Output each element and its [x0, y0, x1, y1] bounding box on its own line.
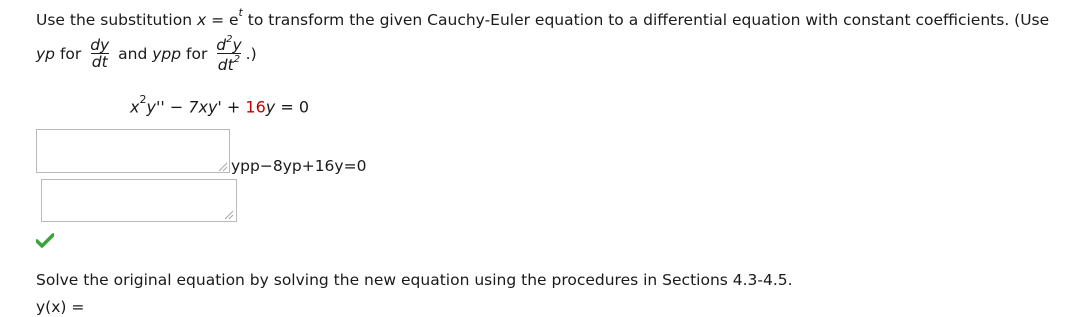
exponent: 2 — [233, 54, 241, 66]
problem-statement-line1 — [36, 6, 1050, 30]
resize-handle-icon[interactable] — [218, 162, 228, 172]
resize-handle-icon[interactable] — [224, 210, 234, 220]
text: = e — [206, 11, 239, 30]
answer-textarea-2[interactable] — [41, 179, 237, 222]
ypp-label: ypp — [152, 44, 182, 63]
exponent-t: t — [238, 6, 243, 19]
text: d — [216, 36, 227, 55]
text: for — [181, 44, 213, 63]
text: = 0 — [275, 97, 309, 117]
text: and — [113, 44, 153, 63]
text: − — [164, 97, 189, 117]
coefficient-16: 16 — [245, 97, 266, 117]
answer-textarea-1[interactable] — [36, 129, 230, 173]
fraction-numerator: dy — [90, 36, 110, 55]
text: .) — [245, 44, 257, 63]
text: dt — [217, 56, 234, 75]
text: + — [221, 97, 246, 117]
fraction-d2y-dt2 — [215, 34, 242, 73]
text: y — [265, 97, 276, 117]
exponent: 2 — [226, 34, 233, 45]
cauchy-euler-equation — [130, 93, 309, 117]
text: 7xy' — [188, 97, 222, 117]
yp-label: yp — [36, 44, 56, 63]
fraction-denominator — [217, 53, 241, 73]
fraction-numerator — [215, 34, 242, 53]
text: y'' — [146, 97, 165, 117]
solution-label: y(x) = — [36, 298, 85, 316]
checkmark-icon — [36, 233, 54, 252]
fraction-denominator: dt — [91, 53, 108, 72]
text: for — [55, 44, 87, 63]
var-x: x — [196, 11, 207, 30]
fraction-dy-dt — [89, 37, 110, 70]
text: x — [130, 97, 140, 117]
submitted-answer: ypp−8yp+16y=0 — [231, 157, 367, 175]
text: Use the substitution — [36, 11, 197, 30]
problem-statement-line2 — [36, 34, 257, 73]
exponent: 2 — [139, 93, 147, 106]
instruction-text: Solve the original equation by solving the new equation using the procedures in Sections 4.3-4.5. — [36, 271, 793, 289]
text: y — [232, 36, 242, 55]
text: to transform the given Cauchy-Euler equation to a differential equation with constant coefficients. (Use — [242, 11, 1050, 30]
